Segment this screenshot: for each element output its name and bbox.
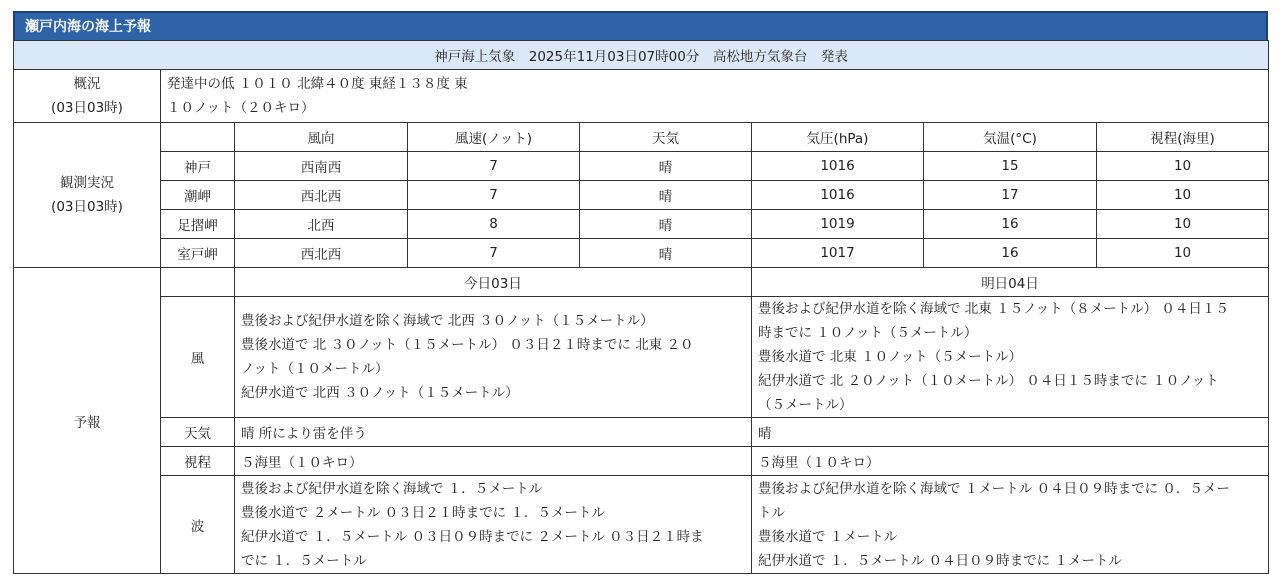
wind-today (235, 297, 752, 418)
visibility-tomorrow: ５海里（１０キロ） (752, 447, 1269, 476)
wind-tomorrow-line: 紀伊水道で 北 ２０ノット（１０メートル） ０４日１５時までに １０ノット (758, 373, 1219, 389)
forecast-corner-cell (161, 268, 235, 297)
header-direction: 風向 (235, 123, 408, 152)
overview-label-line2: (03日03時) (51, 100, 123, 116)
wind-today-line: 豊後および紀伊水道を除く海域で 北西 ３０ノット（１５メートル） (241, 313, 654, 329)
wind-direction: 西南西 (235, 152, 408, 181)
waves-tomorrow (752, 476, 1269, 574)
waves-today-line: 豊後水道で ２メートル ０３日２１時までに １．５メートル (241, 504, 605, 521)
header-speed: 風速(ノット) (408, 123, 580, 152)
weather: 晴 (580, 152, 752, 181)
overview-row (14, 70, 1269, 123)
weather-today: 晴 所により雷を伴う (235, 418, 752, 447)
waves-tomorrow-line: 紀伊水道で １．５メートル ０４日０９時までに １メートル (758, 552, 1122, 569)
weather-tomorrow: 晴 (752, 418, 1269, 447)
wind-speed: 7 (408, 152, 580, 181)
station-name: 神戸 (161, 152, 235, 181)
temperature: 17 (924, 181, 1097, 210)
weather: 晴 (580, 181, 752, 210)
issued-row (14, 41, 1269, 70)
observation-row (14, 152, 1269, 181)
station-name: 室戸岬 (161, 239, 235, 268)
observation-label-line2: (03日03時) (51, 199, 123, 215)
waves-today-line: 紀伊水道で １．５メートル ０３日０９時までに ２メートル ０３日２１時ま (241, 528, 704, 545)
forecast-tomorrow-header: 明日04日 (752, 268, 1269, 297)
weather: 晴 (580, 239, 752, 268)
forecast-today-header: 今日03日 (235, 268, 752, 297)
wind-tomorrow (752, 297, 1269, 418)
wind-direction: 北西 (235, 210, 408, 239)
observation-label (14, 123, 161, 268)
weather: 晴 (580, 210, 752, 239)
weather-label: 天気 (161, 418, 235, 447)
pressure: 1019 (752, 210, 924, 239)
visibility: 10 (1097, 181, 1269, 210)
waves-tomorrow-line: 豊後水道で １メートル (758, 528, 898, 545)
page-title: 瀬戸内海の海上予報 (13, 11, 1268, 40)
forecast-table (13, 40, 1269, 574)
observation-row (14, 239, 1269, 268)
wind-today-line: 紀伊水道で 北西 ３０ノット（１５メートル） (241, 385, 519, 401)
forecast-label: 予報 (14, 268, 161, 574)
issued-text: 神戸海上気象 2025年11月03日07時00分 高松地方気象台 発表 (14, 41, 1269, 70)
waves-label: 波 (161, 476, 235, 574)
overview-text-line2: １０ノット（２０キロ） (167, 100, 315, 116)
marine-forecast (13, 11, 1268, 574)
observation-row (14, 210, 1269, 239)
wind-tomorrow-line: 豊後水道で 北東 １０ノット（５メートル） (758, 349, 1023, 365)
forecast-wind-row (14, 297, 1269, 418)
overview-label-line1: 概況 (73, 76, 101, 92)
waves-today-line: でに １．５メートル (241, 552, 367, 569)
wind-speed: 7 (408, 239, 580, 268)
wind-today-line: ノット（１０メートル） (241, 361, 389, 377)
temperature: 15 (924, 152, 1097, 181)
wind-direction: 西北西 (235, 239, 408, 268)
wind-today-line: 豊後水道で 北 ３０ノット（１５メートル） ０３日２１時までに 北東 ２０ (241, 337, 694, 353)
pressure: 1016 (752, 152, 924, 181)
wind-label: 風 (161, 297, 235, 418)
forecast-header-row (14, 268, 1269, 297)
forecast-weather-row (14, 418, 1269, 447)
observation-label-line1: 観測実況 (60, 175, 114, 191)
waves-tomorrow-line: トル (758, 504, 785, 521)
waves-today (235, 476, 752, 574)
station-name: 潮岬 (161, 181, 235, 210)
wind-direction: 西北西 (235, 181, 408, 210)
observation-row (14, 181, 1269, 210)
visibility: 10 (1097, 210, 1269, 239)
observation-header-row (14, 123, 1269, 152)
observation-corner-cell (161, 123, 235, 152)
visibility-today: ５海里（１０キロ） (235, 447, 752, 476)
forecast-waves-row (14, 476, 1269, 574)
overview-text-line1: 発達中の低 １０１０ 北緯４０度 東経１３８度 東 (167, 76, 468, 92)
visibility: 10 (1097, 152, 1269, 181)
forecast-visibility-row (14, 447, 1269, 476)
visibility-label: 視程 (161, 447, 235, 476)
header-temperature: 気温(°C) (924, 123, 1097, 152)
header-weather: 天気 (580, 123, 752, 152)
wind-tomorrow-line: 時までに １０ノット（５メートル） (758, 325, 978, 341)
header-visibility: 視程(海里) (1097, 123, 1269, 152)
wind-speed: 8 (408, 210, 580, 239)
temperature: 16 (924, 210, 1097, 239)
wind-tomorrow-line: （５メートル） (758, 397, 853, 413)
pressure: 1017 (752, 239, 924, 268)
overview-label (14, 70, 161, 123)
waves-tomorrow-line: 豊後および紀伊水道を除く海域で １メートル ０４日０９時までに ０．５メー (758, 480, 1230, 497)
temperature: 16 (924, 239, 1097, 268)
header-pressure: 気圧(hPa) (752, 123, 924, 152)
wind-tomorrow-line: 豊後および紀伊水道を除く海域で 北東 １５ノット（８メートル） ０４日１５ (758, 301, 1229, 317)
waves-today-line: 豊後および紀伊水道を除く海域で １．５メートル (241, 480, 543, 497)
station-name: 足摺岬 (161, 210, 235, 239)
overview-text (161, 70, 1269, 123)
pressure: 1016 (752, 181, 924, 210)
visibility: 10 (1097, 239, 1269, 268)
wind-speed: 7 (408, 181, 580, 210)
